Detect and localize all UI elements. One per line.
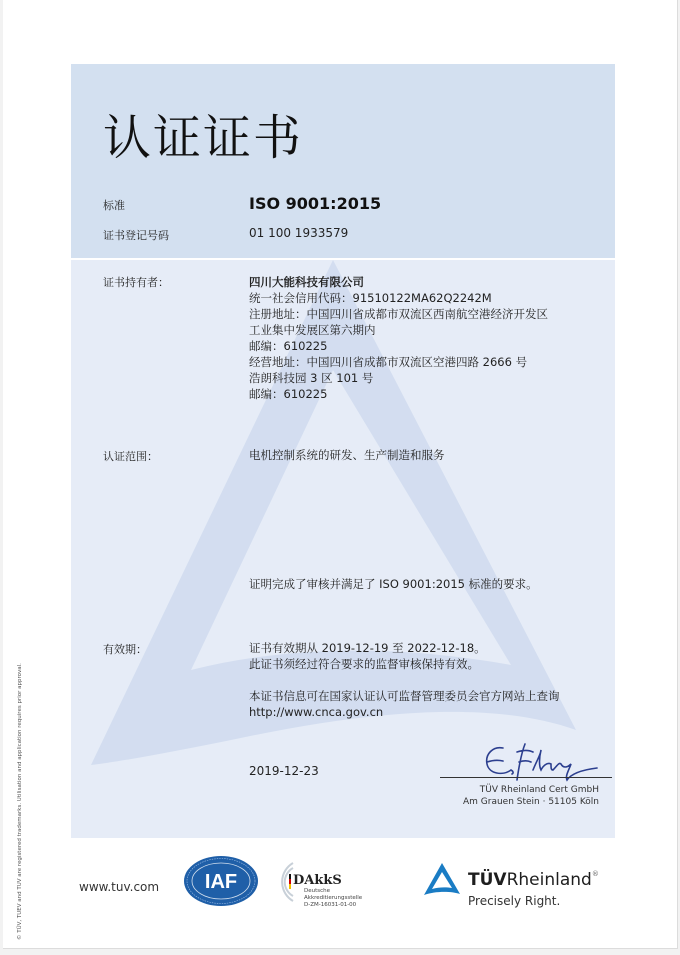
dakks-line-2: Akkreditierungsstelle xyxy=(304,895,363,901)
issuer-name: TÜV Rheinland Cert GmbH xyxy=(479,785,599,795)
tuv-slogan: Precisely Right. xyxy=(468,894,561,908)
dakks-logo-icon xyxy=(263,857,297,907)
validity-condition: 此证书须经过符合要求的监督审核保持有效。 xyxy=(249,657,479,671)
dakks-name: DAkkS xyxy=(293,873,342,888)
holder-company-name: 四川大能科技有限公司 xyxy=(249,275,364,289)
registration-number: 01 100 1933579 xyxy=(249,226,349,240)
cnca-website-link[interactable]: http://www.cnca.gov.cn xyxy=(249,705,384,719)
holder-business-address-1: 经营地址：中国四川省成都市双流区空港四路 2666 号 xyxy=(249,355,528,369)
tuv-triangle-logo-icon xyxy=(423,862,461,896)
registration-label: 证书登记号码 xyxy=(103,229,169,242)
issue-date: 2019-12-23 xyxy=(249,764,319,778)
validity-period: 证书有效期从 2019-12-19 至 2022-12-18。 xyxy=(249,641,486,655)
holder-business-address-2: 浩朗科技园 3 区 101 号 xyxy=(249,371,374,385)
dakks-line-1: Deutsche xyxy=(304,888,331,894)
registered-mark: ® xyxy=(591,870,599,878)
certificate-page xyxy=(3,0,678,949)
cnca-info-text: 本证书信息可在国家认证认可监督管理委员会官方网站上查询 xyxy=(249,689,560,703)
validity-label: 有效期： xyxy=(103,643,147,656)
tuv-brand-rest: Rheinland xyxy=(506,870,592,890)
holder-postcode-1: 邮编：610225 xyxy=(249,339,328,353)
tuv-brand-name xyxy=(468,870,599,890)
holder-label: 证书持有者： xyxy=(103,276,169,289)
holder-details xyxy=(249,274,548,402)
certificate-title: 认证证书 xyxy=(103,110,304,166)
tuv-brand-bold: TÜV xyxy=(468,870,507,890)
holder-registered-address-1: 注册地址：中国四川省成都市双流区西南航空港经济开发区 xyxy=(249,307,548,321)
conformity-statement: 证明完成了审核并满足了 ISO 9001:2015 标准的要求。 xyxy=(249,577,538,591)
standard-label: 标准 xyxy=(103,199,125,212)
iaf-logo-icon xyxy=(183,855,259,907)
issuer-address: Am Grauen Stein · 51105 Köln xyxy=(462,797,599,807)
tuv-website-link[interactable]: www.tuv.com xyxy=(79,880,160,894)
issuer-block xyxy=(463,784,599,808)
dakks-accreditation-number: D-ZM-16031-01-00 xyxy=(304,902,357,908)
scope-value: 电机控制系统的研发、生产制造和服务 xyxy=(249,448,445,462)
svg-text:IAF: IAF xyxy=(204,871,238,893)
trademark-notice: © TÜV, TUEV and TUV are registered trademarks. Utilisation and application requires prior approval. xyxy=(17,663,23,940)
holder-registered-address-2: 工业集中发展区第六期内 xyxy=(249,323,376,337)
dakks-subtitle xyxy=(304,888,362,909)
signature-icon xyxy=(481,740,601,785)
holder-postcode-2: 邮编：610225 xyxy=(249,387,328,401)
standard-value: ISO 9001:2015 xyxy=(249,194,382,213)
signature-line xyxy=(440,777,612,778)
scope-label: 认证范围： xyxy=(103,450,158,463)
holder-credit-code: 统一社会信用代码：91510122MA62Q2242M xyxy=(249,291,492,305)
